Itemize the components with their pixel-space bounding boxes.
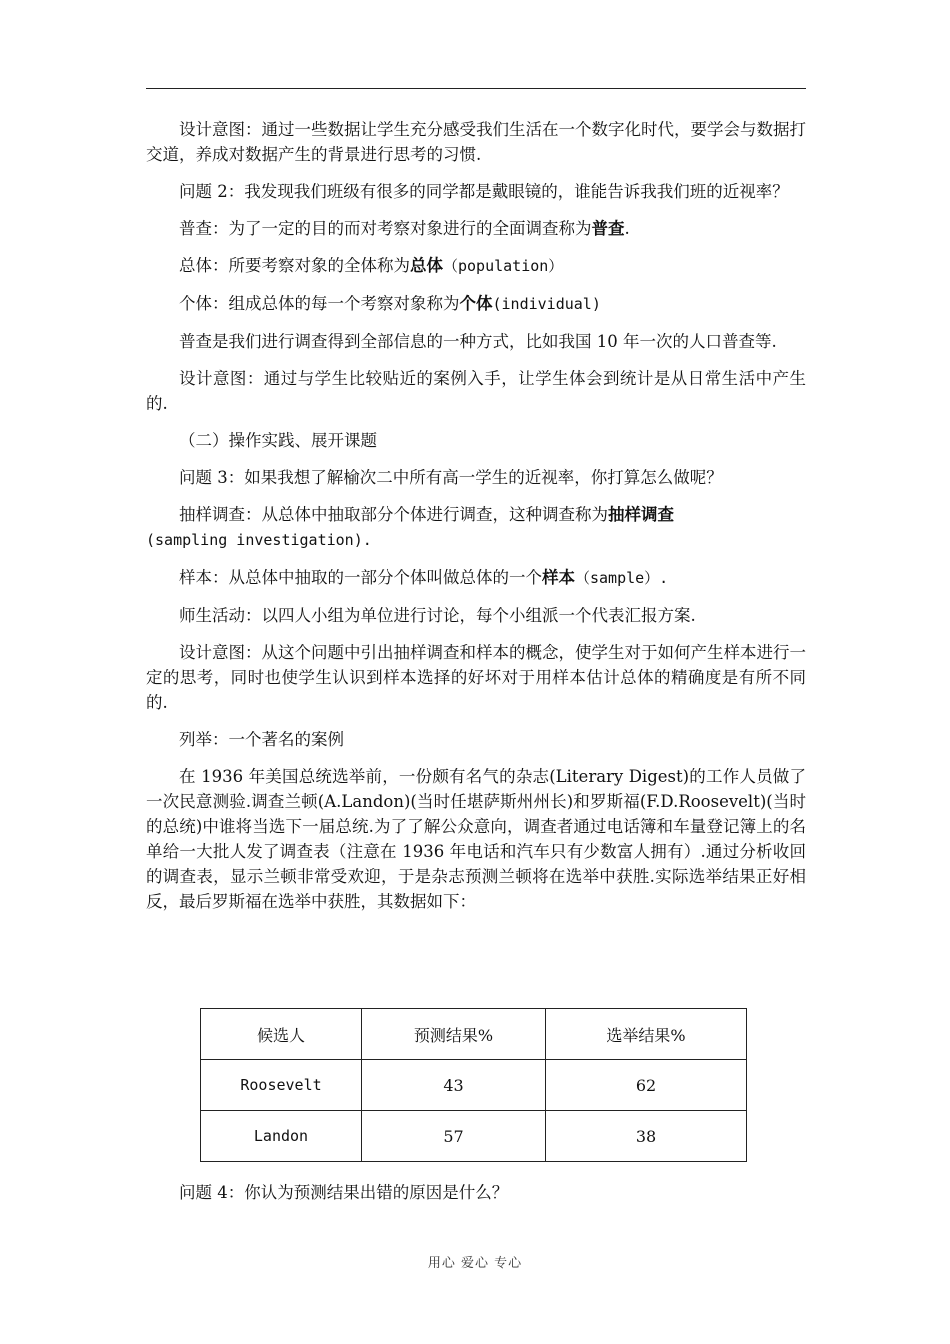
- census-text: 普查：为了一定的目的而对考察对象进行的全面调查称为: [179, 219, 592, 238]
- table-cell-actual: 62: [546, 1060, 747, 1111]
- sample-text: 样本：从总体中抽取的一部分个体叫做总体的一个: [179, 568, 542, 587]
- census-end: .: [624, 219, 630, 238]
- table-row: [201, 1060, 747, 1111]
- individual-term: 个体: [459, 294, 493, 313]
- individual-english: (individual): [492, 295, 601, 313]
- paragraph-census-example: 普查是我们进行调查得到全部信息的一种方式，比如我国 10 年一次的人口普查等.: [179, 332, 777, 351]
- paragraph-sample-definition: [146, 565, 806, 591]
- section-heading-2: （二）操作实践、展开课题: [179, 431, 377, 450]
- table-cell-actual: 38: [546, 1111, 747, 1162]
- paragraph-question-4: 问题 4：你认为预测结果出错的原因是什么？: [179, 1183, 509, 1202]
- population-english: （population）: [443, 257, 564, 275]
- header-rule: [146, 88, 806, 89]
- paragraph-census-definition: [146, 216, 806, 241]
- paragraph-activity: 师生活动：以四人小组为单位进行讨论，每个小组派一个代表汇报方案.: [179, 606, 696, 625]
- sampling-term: 抽样调查: [608, 505, 674, 524]
- table-header-predicted: 预测结果%: [362, 1009, 546, 1060]
- page-footer: 用心 爱心 专心: [427, 1256, 523, 1271]
- sampling-text: 抽样调查：从总体中抽取部分个体进行调查，这种调查称为: [179, 505, 608, 524]
- paragraph-design-intent-1: 设计意图：通过一些数据让学生充分感受我们生活在一个数字化时代，要学会与数据打交道，养成对数据产生的背景进行思考的习惯.: [146, 120, 806, 164]
- sampling-english: (sampling investigation).: [146, 531, 372, 549]
- table-header-candidate: 候选人: [201, 1009, 362, 1060]
- individual-text: 个体：组成总体的每一个考察对象称为: [179, 294, 460, 313]
- paragraph-design-intent-3: 设计意图：从这个问题中引出抽样调查和样本的概念，使学生对于如何产生样本进行一定的思考，同时也使学生认识到样本选择的好坏对于用样本估计总体的精确度是有所不同的.: [146, 643, 806, 712]
- sample-english: （sample）.: [575, 569, 669, 587]
- election-results-table: [200, 1008, 747, 1162]
- paragraph-case-study: 在 1936 年美国总统选举前，一份颇有名气的杂志(Literary Digest)的工作人员做了一次民意测验.调查兰顿(A.Landon)(当时任堪萨斯州州长)和罗斯福(F.D.Roosevelt)(当时的总统)中谁将当选下一届总统.为了了解公众意向，调查者通过电话簿和车量登记簿上的名单给一大批人发了调查表（注意在 1936 年电话和汽车只有少数富人拥有）.通过分析收回的调查表，显示兰顿非常受欢迎，于是杂志预测兰顿将在选举中获胜.实际选举结果正好相反，最后罗斯福在选举中获胜，其数据如下：: [146, 767, 806, 911]
- paragraph-individual-definition: [146, 291, 806, 317]
- population-text: 总体：所要考察对象的全体称为: [179, 256, 410, 275]
- table-cell-candidate: Landon: [201, 1111, 362, 1162]
- table-cell-candidate: Roosevelt: [201, 1060, 362, 1111]
- paragraph-question-3: 问题 3：如果我想了解榆次二中所有高一学生的近视率，你打算怎么做呢？: [179, 468, 723, 487]
- table-cell-predicted: 43: [362, 1060, 546, 1111]
- document-body: [146, 117, 806, 926]
- population-term: 总体: [410, 256, 443, 275]
- census-term: 普查: [591, 219, 625, 238]
- table-header-actual: 选举结果%: [546, 1009, 747, 1060]
- table-header-row: [201, 1009, 747, 1060]
- sample-term: 样本: [542, 568, 575, 587]
- paragraph-population-definition: [146, 253, 806, 279]
- paragraph-question-2: 问题 2：我发现我们班级有很多的同学都是戴眼镜的，谁能告诉我我们班的近视率？: [179, 182, 789, 201]
- paragraph-sampling-definition: [146, 502, 806, 553]
- table-row: [201, 1111, 747, 1162]
- table-cell-predicted: 57: [362, 1111, 546, 1162]
- paragraph-example-heading: 列举：一个著名的案例: [179, 730, 344, 749]
- paragraph-design-intent-2: 设计意图：通过与学生比较贴近的案例入手，让学生体会到统计是从日常生活中产生的.: [146, 369, 806, 413]
